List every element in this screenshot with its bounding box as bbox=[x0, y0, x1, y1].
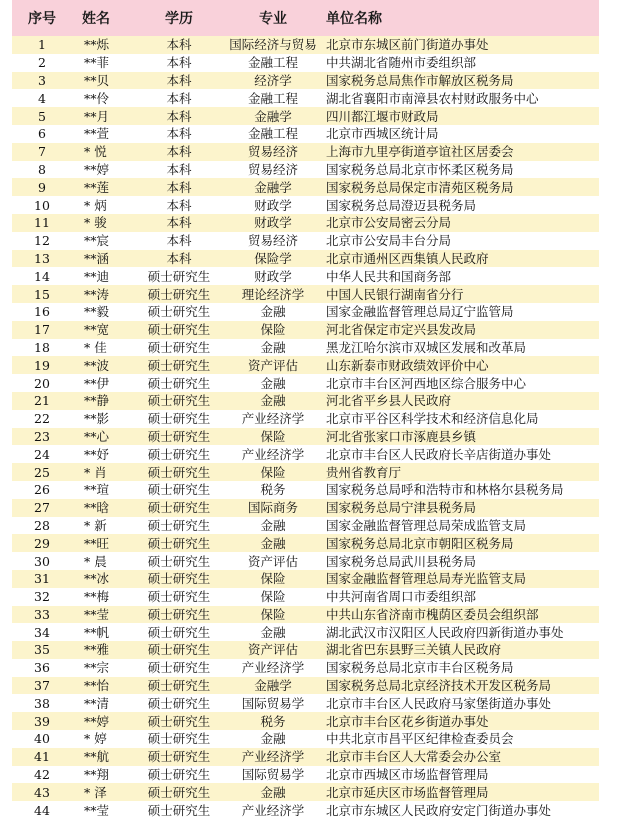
cell-unit: 湖北省襄阳市南漳县农村财政服务中心 bbox=[326, 90, 539, 106]
cell-major: 理论经济学 bbox=[241, 286, 305, 302]
table-row bbox=[12, 107, 599, 125]
cell-name: **莲 bbox=[84, 179, 110, 195]
cell-name: **菲 bbox=[84, 55, 110, 71]
cell-education: 硕士研究生 bbox=[147, 375, 211, 391]
cell-education: 硕士研究生 bbox=[147, 393, 211, 409]
table-row bbox=[12, 36, 599, 54]
cell-unit: 北京市东城区人民政府安定门街道办事处 bbox=[326, 802, 552, 818]
cell-unit: 北京市丰台区河西地区综合服务中心 bbox=[326, 375, 527, 391]
cell-unit: 国家税务总局武川县税务局 bbox=[326, 553, 477, 569]
table-row bbox=[12, 783, 599, 801]
cell-id: 36 bbox=[34, 660, 50, 676]
table-row bbox=[12, 499, 599, 517]
cell-major: 税务 bbox=[260, 713, 286, 729]
cell-id: 11 bbox=[34, 215, 50, 231]
cell-id: 20 bbox=[34, 375, 50, 391]
cell-unit: 四川都江堰市财政局 bbox=[326, 108, 439, 124]
cell-major: 金融学 bbox=[254, 179, 292, 195]
cell-education: 硕士研究生 bbox=[147, 339, 211, 355]
cell-unit: 中共河南省周口市委组织部 bbox=[326, 589, 477, 605]
table-row bbox=[12, 410, 599, 428]
cell-education: 硕士研究生 bbox=[147, 517, 211, 533]
cell-unit: 北京市丰台区人民政府马家堡街道办事处 bbox=[326, 695, 552, 711]
cell-id: 19 bbox=[34, 357, 50, 373]
cell-id: 4 bbox=[38, 90, 46, 106]
cell-id: 32 bbox=[34, 589, 50, 605]
header-education: 学历 bbox=[165, 11, 193, 27]
table-row bbox=[12, 766, 599, 784]
cell-id: 5 bbox=[38, 108, 46, 124]
cell-education: 硕士研究生 bbox=[147, 482, 211, 498]
cell-education: 硕士研究生 bbox=[147, 784, 211, 800]
cell-major: 保险 bbox=[260, 322, 286, 338]
cell-id: 16 bbox=[34, 304, 50, 320]
table-header bbox=[12, 0, 599, 36]
table-row bbox=[12, 178, 599, 196]
cell-education: 硕士研究生 bbox=[147, 713, 211, 729]
cell-name: * 肖 bbox=[84, 464, 107, 480]
cell-name: * 佳 bbox=[84, 339, 107, 355]
cell-education: 硕士研究生 bbox=[147, 500, 211, 516]
cell-name: **宗 bbox=[84, 660, 110, 676]
cell-id: 41 bbox=[34, 749, 50, 765]
cell-education: 硕士研究生 bbox=[147, 624, 211, 640]
employment-table bbox=[12, 0, 599, 819]
table-row bbox=[12, 748, 599, 766]
cell-major: 财政学 bbox=[254, 197, 292, 213]
cell-id: 3 bbox=[38, 72, 46, 88]
cell-unit: 国家税务总局呼和浩特市和林格尔县税务局 bbox=[326, 482, 564, 498]
cell-education: 硕士研究生 bbox=[147, 535, 211, 551]
cell-name: * 骏 bbox=[84, 215, 107, 231]
cell-major: 金融工程 bbox=[247, 126, 298, 142]
cell-major: 经济学 bbox=[254, 72, 292, 88]
table-row bbox=[12, 730, 599, 748]
cell-education: 硕士研究生 bbox=[147, 695, 211, 711]
cell-major: 贸易经济 bbox=[247, 161, 298, 177]
cell-id: 8 bbox=[38, 161, 46, 177]
cell-unit: 中共湖北省随州市委组织部 bbox=[326, 55, 477, 71]
cell-id: 28 bbox=[34, 517, 50, 533]
cell-unit: 北京市通州区西集镇人民政府 bbox=[326, 250, 489, 266]
cell-education: 硕士研究生 bbox=[147, 678, 211, 694]
cell-id: 6 bbox=[38, 126, 46, 142]
cell-name: * 泽 bbox=[84, 784, 107, 800]
table-row bbox=[12, 321, 599, 339]
table-row bbox=[12, 214, 599, 232]
cell-id: 26 bbox=[34, 482, 50, 498]
cell-id: 21 bbox=[34, 393, 50, 409]
cell-unit: 河北省张家口市涿鹿县乡镇 bbox=[326, 428, 477, 444]
cell-education: 硕士研究生 bbox=[147, 660, 211, 676]
cell-major: 金融 bbox=[260, 304, 286, 320]
cell-major: 税务 bbox=[260, 482, 286, 498]
cell-education: 硕士研究生 bbox=[147, 606, 211, 622]
cell-id: 27 bbox=[34, 500, 50, 516]
cell-education: 硕士研究生 bbox=[147, 731, 211, 747]
cell-education: 硕士研究生 bbox=[147, 571, 211, 587]
table-row bbox=[12, 267, 599, 285]
cell-name: **月 bbox=[84, 108, 110, 124]
cell-unit: 北京市公安局丰台分局 bbox=[326, 233, 452, 249]
cell-major: 保险 bbox=[260, 606, 286, 622]
cell-major: 贸易经济 bbox=[247, 144, 298, 160]
cell-id: 12 bbox=[34, 233, 50, 249]
cell-name: **莹 bbox=[84, 802, 110, 818]
cell-name: **静 bbox=[84, 393, 110, 409]
cell-unit: 北京市丰台区人民政府长辛店街道办事处 bbox=[326, 446, 552, 462]
cell-education: 硕士研究生 bbox=[147, 446, 211, 462]
cell-name: **迪 bbox=[84, 268, 110, 284]
cell-name: * 婷 bbox=[84, 731, 107, 747]
table-row bbox=[12, 285, 599, 303]
table-body bbox=[12, 36, 599, 819]
cell-unit: 国家税务总局北京市怀柔区税务局 bbox=[326, 161, 514, 177]
cell-major: 财政学 bbox=[254, 268, 292, 284]
cell-major: 金融工程 bbox=[247, 55, 298, 71]
cell-education: 硕士研究生 bbox=[147, 553, 211, 569]
cell-unit: 北京市平谷区科学技术和经济信息化局 bbox=[326, 411, 539, 427]
cell-education: 硕士研究生 bbox=[147, 322, 211, 338]
cell-major: 金融 bbox=[260, 624, 286, 640]
cell-major: 资产评估 bbox=[247, 553, 298, 569]
cell-unit: 国家税务总局北京市丰台区税务局 bbox=[326, 660, 514, 676]
cell-id: 35 bbox=[34, 642, 50, 658]
cell-id: 24 bbox=[34, 446, 50, 462]
cell-unit: 山东新泰市财政绩效评价中心 bbox=[326, 357, 489, 373]
cell-education: 本科 bbox=[166, 144, 192, 160]
cell-name: **波 bbox=[84, 357, 110, 373]
cell-education: 本科 bbox=[166, 161, 192, 177]
cell-name: **旺 bbox=[84, 535, 110, 551]
cell-id: 10 bbox=[34, 197, 50, 213]
cell-name: **瑄 bbox=[84, 482, 110, 498]
cell-name: * 新 bbox=[84, 517, 107, 533]
cell-major: 国际贸易学 bbox=[241, 767, 305, 783]
cell-unit: 中共北京市昌平区纪律检查委员会 bbox=[326, 731, 514, 747]
cell-id: 14 bbox=[34, 268, 50, 284]
cell-education: 硕士研究生 bbox=[147, 802, 211, 818]
header-row bbox=[12, 0, 599, 36]
table-row bbox=[12, 570, 599, 588]
cell-id: 1 bbox=[38, 37, 46, 53]
cell-unit: 河北省平乡县人民政府 bbox=[326, 393, 452, 409]
cell-major: 保险 bbox=[260, 571, 286, 587]
cell-unit: 国家税务总局焦作市解放区税务局 bbox=[326, 72, 514, 88]
cell-name: **晗 bbox=[84, 500, 110, 516]
table-row bbox=[12, 356, 599, 374]
cell-unit: 北京市公安局密云分局 bbox=[326, 215, 452, 231]
cell-id: 23 bbox=[34, 428, 50, 444]
cell-id: 13 bbox=[34, 250, 50, 266]
cell-unit: 北京市东城区前门街道办事处 bbox=[326, 37, 489, 53]
cell-unit: 黑龙江哈尔滨市双城区发展和改革局 bbox=[326, 339, 527, 355]
cell-education: 硕士研究生 bbox=[147, 304, 211, 320]
cell-major: 金融 bbox=[260, 784, 286, 800]
table-row bbox=[12, 374, 599, 392]
header-name: 姓名 bbox=[82, 11, 110, 27]
cell-unit: 国家金融监督管理总局荣成监管支局 bbox=[326, 517, 527, 533]
cell-name: **清 bbox=[84, 695, 110, 711]
table-row bbox=[12, 143, 599, 161]
header-unit: 单位名称 bbox=[326, 11, 382, 27]
cell-education: 硕士研究生 bbox=[147, 268, 211, 284]
cell-id: 29 bbox=[34, 535, 50, 551]
table-row bbox=[12, 445, 599, 463]
table-row bbox=[12, 54, 599, 72]
table-row bbox=[12, 534, 599, 552]
cell-major: 产业经济学 bbox=[241, 660, 305, 676]
cell-unit: 湖北省巴东县野三关镇人民政府 bbox=[326, 642, 502, 658]
table-row bbox=[12, 659, 599, 677]
cell-major: 保险 bbox=[260, 589, 286, 605]
cell-major: 资产评估 bbox=[247, 642, 298, 658]
cell-major: 金融学 bbox=[254, 678, 292, 694]
table-row bbox=[12, 552, 599, 570]
cell-id: 37 bbox=[34, 678, 50, 694]
table-row bbox=[12, 339, 599, 357]
cell-major: 财政学 bbox=[254, 215, 292, 231]
table-row bbox=[12, 677, 599, 695]
cell-id: 40 bbox=[34, 731, 50, 747]
cell-major: 产业经济学 bbox=[241, 411, 305, 427]
cell-unit: 国家税务总局北京市朝阳区税务局 bbox=[326, 535, 514, 551]
table-row bbox=[12, 232, 599, 250]
cell-major: 国际经济与贸易 bbox=[229, 37, 317, 53]
cell-name: **萱 bbox=[84, 126, 110, 142]
cell-unit: 北京市西城区统计局 bbox=[326, 126, 439, 142]
table-row bbox=[12, 463, 599, 481]
table-row bbox=[12, 481, 599, 499]
cell-education: 硕士研究生 bbox=[147, 589, 211, 605]
cell-unit: 中华人民共和国商务部 bbox=[326, 268, 452, 284]
cell-name: * 晨 bbox=[84, 553, 107, 569]
cell-major: 产业经济学 bbox=[241, 749, 305, 765]
table-row bbox=[12, 801, 599, 819]
cell-unit: 贵州省教育厅 bbox=[326, 464, 402, 480]
cell-major: 保险学 bbox=[254, 250, 292, 266]
cell-education: 本科 bbox=[166, 126, 192, 142]
cell-id: 9 bbox=[38, 179, 46, 195]
table-row bbox=[12, 623, 599, 641]
cell-education: 硕士研究生 bbox=[147, 767, 211, 783]
cell-education: 硕士研究生 bbox=[147, 464, 211, 480]
cell-name: **涛 bbox=[84, 286, 110, 302]
cell-education: 硕士研究生 bbox=[147, 428, 211, 444]
cell-unit: 北京市丰台区花乡街道办事处 bbox=[326, 713, 489, 729]
cell-unit: 国家金融监督管理总局辽宁监管局 bbox=[326, 304, 514, 320]
cell-major: 金融 bbox=[260, 393, 286, 409]
cell-id: 38 bbox=[34, 695, 50, 711]
cell-major: 金融 bbox=[260, 731, 286, 747]
cell-education: 本科 bbox=[166, 55, 192, 71]
header-major: 专业 bbox=[259, 11, 287, 27]
cell-name: **影 bbox=[84, 411, 110, 427]
cell-name: **梅 bbox=[84, 589, 110, 605]
table-row bbox=[12, 712, 599, 730]
cell-unit: 北京市延庆区市场监督管理局 bbox=[326, 784, 489, 800]
cell-id: 17 bbox=[34, 322, 50, 338]
cell-name: **雅 bbox=[84, 642, 110, 658]
table-row bbox=[12, 606, 599, 624]
cell-education: 硕士研究生 bbox=[147, 411, 211, 427]
cell-name: **涵 bbox=[84, 250, 110, 266]
cell-education: 本科 bbox=[166, 250, 192, 266]
cell-education: 本科 bbox=[166, 108, 192, 124]
cell-education: 本科 bbox=[166, 197, 192, 213]
cell-major: 金融工程 bbox=[247, 90, 298, 106]
table-row bbox=[12, 161, 599, 179]
cell-id: 22 bbox=[34, 411, 50, 427]
cell-education: 硕士研究生 bbox=[147, 642, 211, 658]
cell-name: **宽 bbox=[84, 322, 110, 338]
table-row bbox=[12, 588, 599, 606]
cell-name: **贝 bbox=[84, 72, 110, 88]
table-row bbox=[12, 303, 599, 321]
cell-unit: 北京市丰台区人大常委会办公室 bbox=[326, 749, 502, 765]
cell-name: **妤 bbox=[84, 446, 110, 462]
cell-name: **心 bbox=[84, 428, 110, 444]
table-row bbox=[12, 392, 599, 410]
cell-id: 34 bbox=[34, 624, 50, 640]
cell-major: 产业经济学 bbox=[241, 446, 305, 462]
table-row bbox=[12, 89, 599, 107]
table-row bbox=[12, 428, 599, 446]
cell-name: **帆 bbox=[84, 624, 110, 640]
cell-major: 保险 bbox=[260, 464, 286, 480]
cell-education: 本科 bbox=[166, 215, 192, 231]
cell-unit: 中共山东省济南市槐荫区委员会组织部 bbox=[326, 606, 539, 622]
table-row bbox=[12, 72, 599, 90]
cell-unit: 国家税务总局澄迈县税务局 bbox=[326, 197, 477, 213]
cell-major: 金融 bbox=[260, 375, 286, 391]
cell-id: 43 bbox=[34, 784, 50, 800]
cell-education: 本科 bbox=[166, 233, 192, 249]
cell-major: 保险 bbox=[260, 428, 286, 444]
cell-id: 39 bbox=[34, 713, 50, 729]
header-id: 序号 bbox=[28, 11, 56, 27]
cell-name: **翔 bbox=[84, 767, 110, 783]
cell-name: **怡 bbox=[84, 678, 110, 694]
cell-id: 33 bbox=[34, 606, 50, 622]
table-row bbox=[12, 694, 599, 712]
cell-name: **宸 bbox=[84, 233, 110, 249]
cell-id: 44 bbox=[34, 802, 50, 818]
cell-unit: 国家税务总局保定市清苑区税务局 bbox=[326, 179, 514, 195]
table-row bbox=[12, 125, 599, 143]
cell-education: 硕士研究生 bbox=[147, 357, 211, 373]
cell-education: 本科 bbox=[166, 37, 192, 53]
cell-name: **婷 bbox=[84, 161, 110, 177]
table-row bbox=[12, 641, 599, 659]
cell-name: * 悦 bbox=[84, 144, 107, 160]
cell-major: 金融学 bbox=[254, 108, 292, 124]
cell-name: **伶 bbox=[84, 90, 110, 106]
cell-id: 25 bbox=[34, 464, 50, 480]
cell-name: **婷 bbox=[84, 713, 110, 729]
cell-name: **莹 bbox=[84, 606, 110, 622]
cell-id: 18 bbox=[34, 339, 50, 355]
cell-name: **冰 bbox=[84, 571, 110, 587]
cell-id: 7 bbox=[38, 144, 46, 160]
cell-unit: 国家税务总局北京经济技术开发区税务局 bbox=[326, 678, 552, 694]
cell-id: 42 bbox=[34, 767, 50, 783]
cell-name: **航 bbox=[84, 749, 110, 765]
cell-education: 本科 bbox=[166, 179, 192, 195]
cell-id: 30 bbox=[34, 553, 50, 569]
cell-unit: 国家税务总局宁津县税务局 bbox=[326, 500, 477, 516]
table-row bbox=[12, 517, 599, 535]
cell-major: 产业经济学 bbox=[241, 802, 305, 818]
cell-major: 资产评估 bbox=[247, 357, 298, 373]
cell-education: 本科 bbox=[166, 90, 192, 106]
cell-id: 2 bbox=[38, 55, 46, 71]
cell-education: 硕士研究生 bbox=[147, 749, 211, 765]
cell-unit: 上海市九里亭街道亭谊社区居委会 bbox=[326, 144, 514, 160]
cell-name: **伊 bbox=[84, 375, 110, 391]
cell-name: **毅 bbox=[84, 304, 110, 320]
cell-unit: 国家金融监督管理总局寿光监管支局 bbox=[326, 571, 527, 587]
cell-major: 贸易经济 bbox=[247, 233, 298, 249]
cell-major: 金融 bbox=[260, 339, 286, 355]
cell-major: 金融 bbox=[260, 535, 286, 551]
cell-major: 金融 bbox=[260, 517, 286, 533]
cell-education: 本科 bbox=[166, 72, 192, 88]
cell-major: 国际商务 bbox=[247, 500, 298, 516]
cell-unit: 湖北武汉市汉阳区人民政府四新街道办事处 bbox=[326, 624, 564, 640]
table-row bbox=[12, 196, 599, 214]
cell-unit: 中国人民银行湖南省分行 bbox=[326, 286, 464, 302]
cell-id: 15 bbox=[34, 286, 50, 302]
cell-name: * 炳 bbox=[84, 197, 107, 213]
cell-education: 硕士研究生 bbox=[147, 286, 211, 302]
cell-unit: 北京市西城区市场监督管理局 bbox=[326, 767, 489, 783]
cell-major: 国际贸易学 bbox=[241, 695, 305, 711]
cell-name: **烁 bbox=[84, 37, 110, 53]
table-row bbox=[12, 250, 599, 268]
cell-id: 31 bbox=[34, 571, 50, 587]
cell-unit: 河北省保定市定兴县发改局 bbox=[326, 322, 477, 338]
